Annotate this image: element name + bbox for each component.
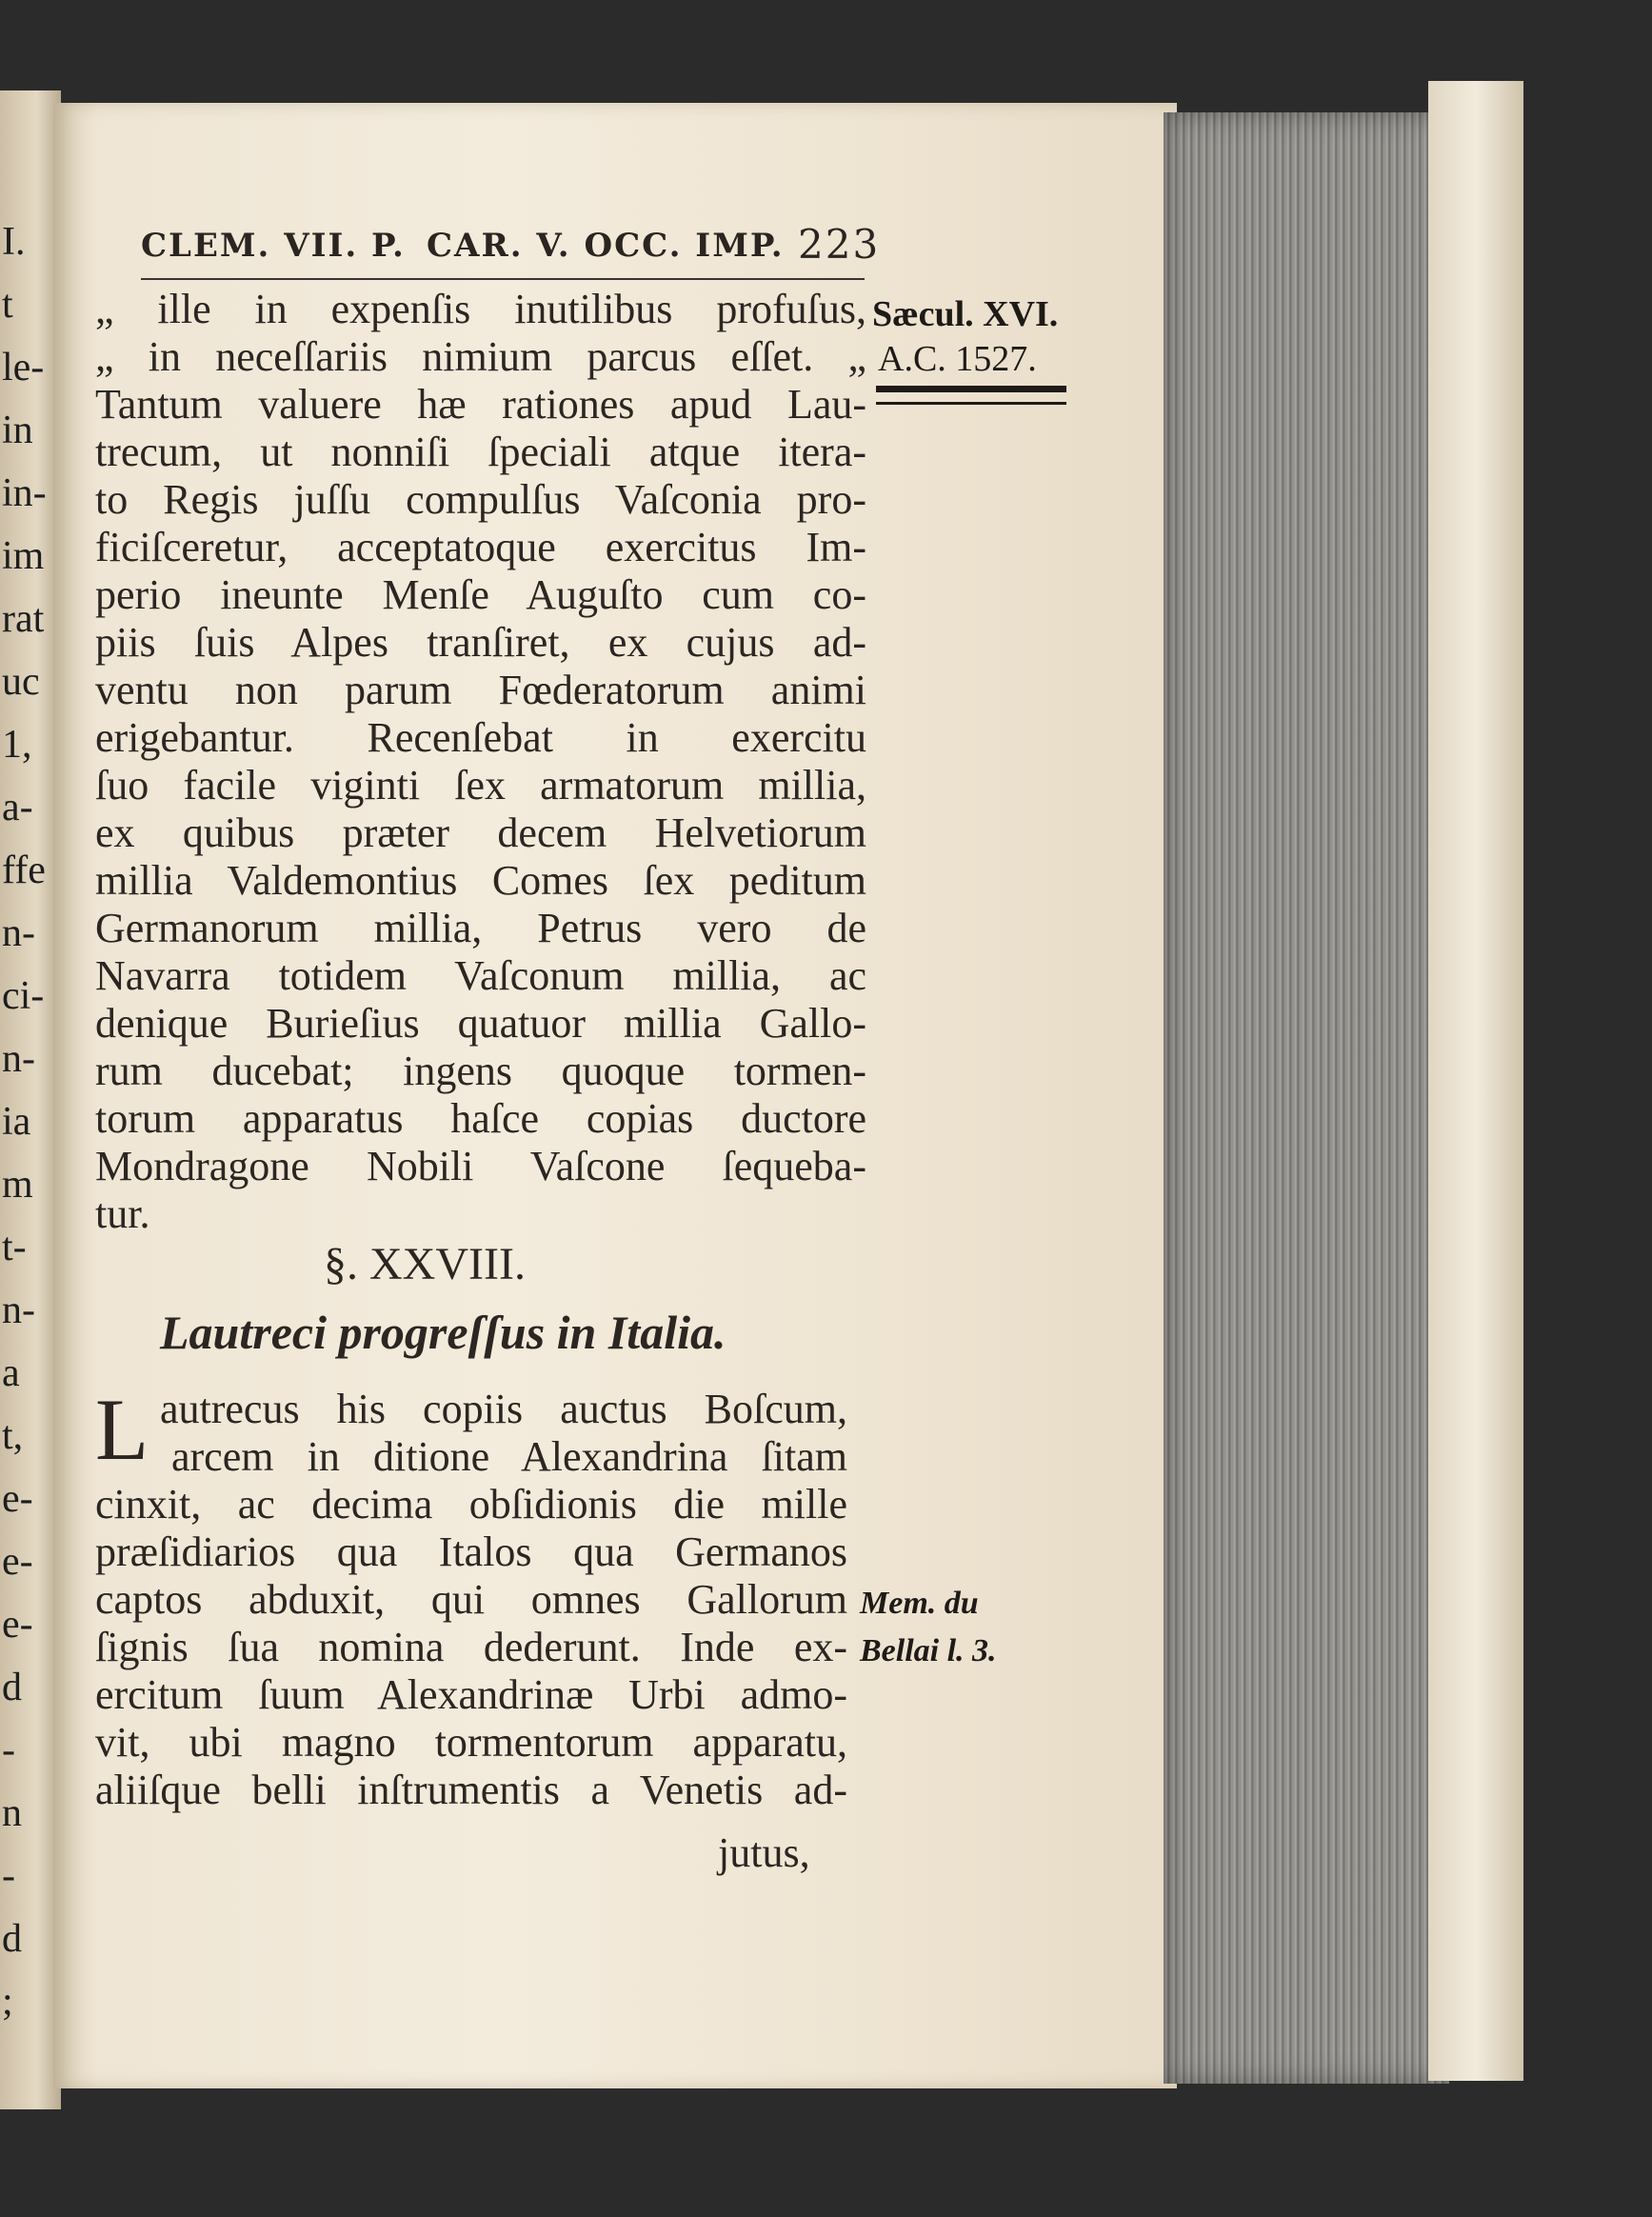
left-page-text: in- (2, 471, 47, 515)
text-line: ercitum ſuum Alexandrinæ Urbi admo- (95, 1671, 847, 1718)
left-page-text: - (2, 1728, 15, 1772)
margin-note-reference-1: Mem. du (860, 1586, 979, 1621)
left-page-text: n- (2, 1037, 35, 1081)
text-line: „ ille in expenſis inutilibus profuſus, (95, 286, 866, 332)
left-page-text: e- (2, 1603, 33, 1647)
left-page-text: m (2, 1163, 33, 1207)
left-page-text: rat (2, 597, 45, 641)
left-page-text: a (2, 1351, 20, 1395)
text-line: arcem in ditione Alexandrina ſitam (171, 1433, 847, 1480)
running-head-left: CLEM. VII. P. (141, 227, 406, 265)
left-page-text: ffe (2, 849, 46, 892)
drop-cap: L (95, 1381, 149, 1478)
margin-note-year: A.C. 1527. (878, 339, 1037, 379)
text-line: Germanorum millia, Petrus vero de (95, 905, 866, 951)
text-line: erigebantur. Recenſebat in exercitu (95, 714, 866, 761)
text-line: captos abduxit, qui omnes Gallorum (95, 1576, 847, 1623)
text-line: denique Burieſius quatuor millia Gallo- (95, 1000, 866, 1047)
left-page-text: ci- (2, 974, 45, 1018)
left-page-text: d (2, 1917, 22, 1961)
page-number: 223 (798, 221, 881, 268)
left-page-text: uc (2, 660, 40, 704)
left-page-text: e- (2, 1540, 33, 1584)
text-line: vit, ubi magno tormentorum apparatu, (95, 1719, 847, 1766)
left-page-fragment (0, 105, 55, 2095)
running-head (141, 221, 881, 280)
page-edges (1164, 112, 1449, 2084)
left-page-text: I. (2, 220, 26, 264)
left-page-text: n- (2, 911, 35, 955)
text-line: rum ducebat; ingens quoque tormen- (95, 1048, 866, 1094)
text-line: torum apparatus haſce copias ductore (95, 1095, 866, 1142)
left-page-text: a- (2, 786, 33, 829)
text-line: ſignis ſua nomina dederunt. Inde ex- (95, 1624, 847, 1670)
margin-note-reference-2: Bellai l. 3. (860, 1633, 997, 1668)
text-line: Tantum valuere hæ rationes apud Lau- (95, 381, 866, 428)
text-line: Mondragone Nobili Vaſcone ſequeba- (95, 1143, 866, 1189)
section-number: §. XXVIII. (324, 1239, 526, 1289)
text-line: aliiſque belli inſtrumentis a Venetis ad- (95, 1767, 847, 1813)
text-line: to Regis juſſu compulſus Vaſconia pro- (95, 476, 866, 523)
text-line: perio ineunte Menſe Auguſto cum co- (95, 571, 866, 618)
left-page-text: t, (2, 1414, 24, 1458)
paragraph-1 (95, 286, 866, 1238)
text-line: præſidiarios qua Italos qua Germanos (95, 1528, 847, 1575)
text-line: autrecus his copiis auctus Boſcum, (160, 1386, 847, 1432)
left-page-text: t- (2, 1226, 27, 1269)
paragraph-2 (95, 1381, 847, 1814)
text-line: ventu non parum Fœderatorum animi (95, 667, 866, 713)
back-cover-board (1428, 81, 1523, 2081)
text-line: tur. (95, 1190, 150, 1237)
left-page-text: ; (2, 1980, 13, 2024)
left-page-text: 1, (2, 723, 32, 767)
text-line: trecum, ut nonniſi ſpeciali atque itera- (95, 429, 866, 475)
left-page-text: d (2, 1666, 22, 1709)
text-line: piis ſuis Alpes tranſiret, ex cujus ad- (95, 619, 866, 666)
text-line: cinxit, ac decima obſidionis die mille (95, 1481, 847, 1528)
text-line: ſuo facile viginti ſex armatorum millia, (95, 762, 866, 809)
left-page-text: n- (2, 1288, 35, 1332)
margin-note-rule (876, 386, 1066, 405)
text-line: millia Valdemontius Comes ſex peditum (95, 857, 866, 904)
left-page-text: in (2, 409, 33, 452)
catchword: jutus, (718, 1829, 810, 1876)
text-line: ex quibus præter decem Helvetiorum (95, 809, 866, 856)
text-line: Navarra totidem Vaſconum millia, ac (95, 952, 866, 999)
left-page-text: t (2, 283, 13, 327)
section-title: Lautreci progreſſus in Italia. (160, 1306, 726, 1359)
text-line: „ in neceſſariis nimium parcus eſſet. „ (95, 333, 866, 380)
left-page-text: e- (2, 1477, 33, 1521)
left-page-text: ia (2, 1100, 31, 1144)
left-page-text: le- (2, 346, 45, 389)
left-page-text: im (2, 534, 45, 578)
left-page-text: - (2, 1854, 15, 1898)
margin-note-saeculum: Sæcul. XVI. (872, 294, 1059, 334)
left-page-text: n (2, 1791, 22, 1835)
text-line: ficiſceretur, acceptatoque exercitus Im- (95, 524, 866, 570)
running-head-middle: CAR. V. OCC. IMP. (427, 227, 785, 265)
